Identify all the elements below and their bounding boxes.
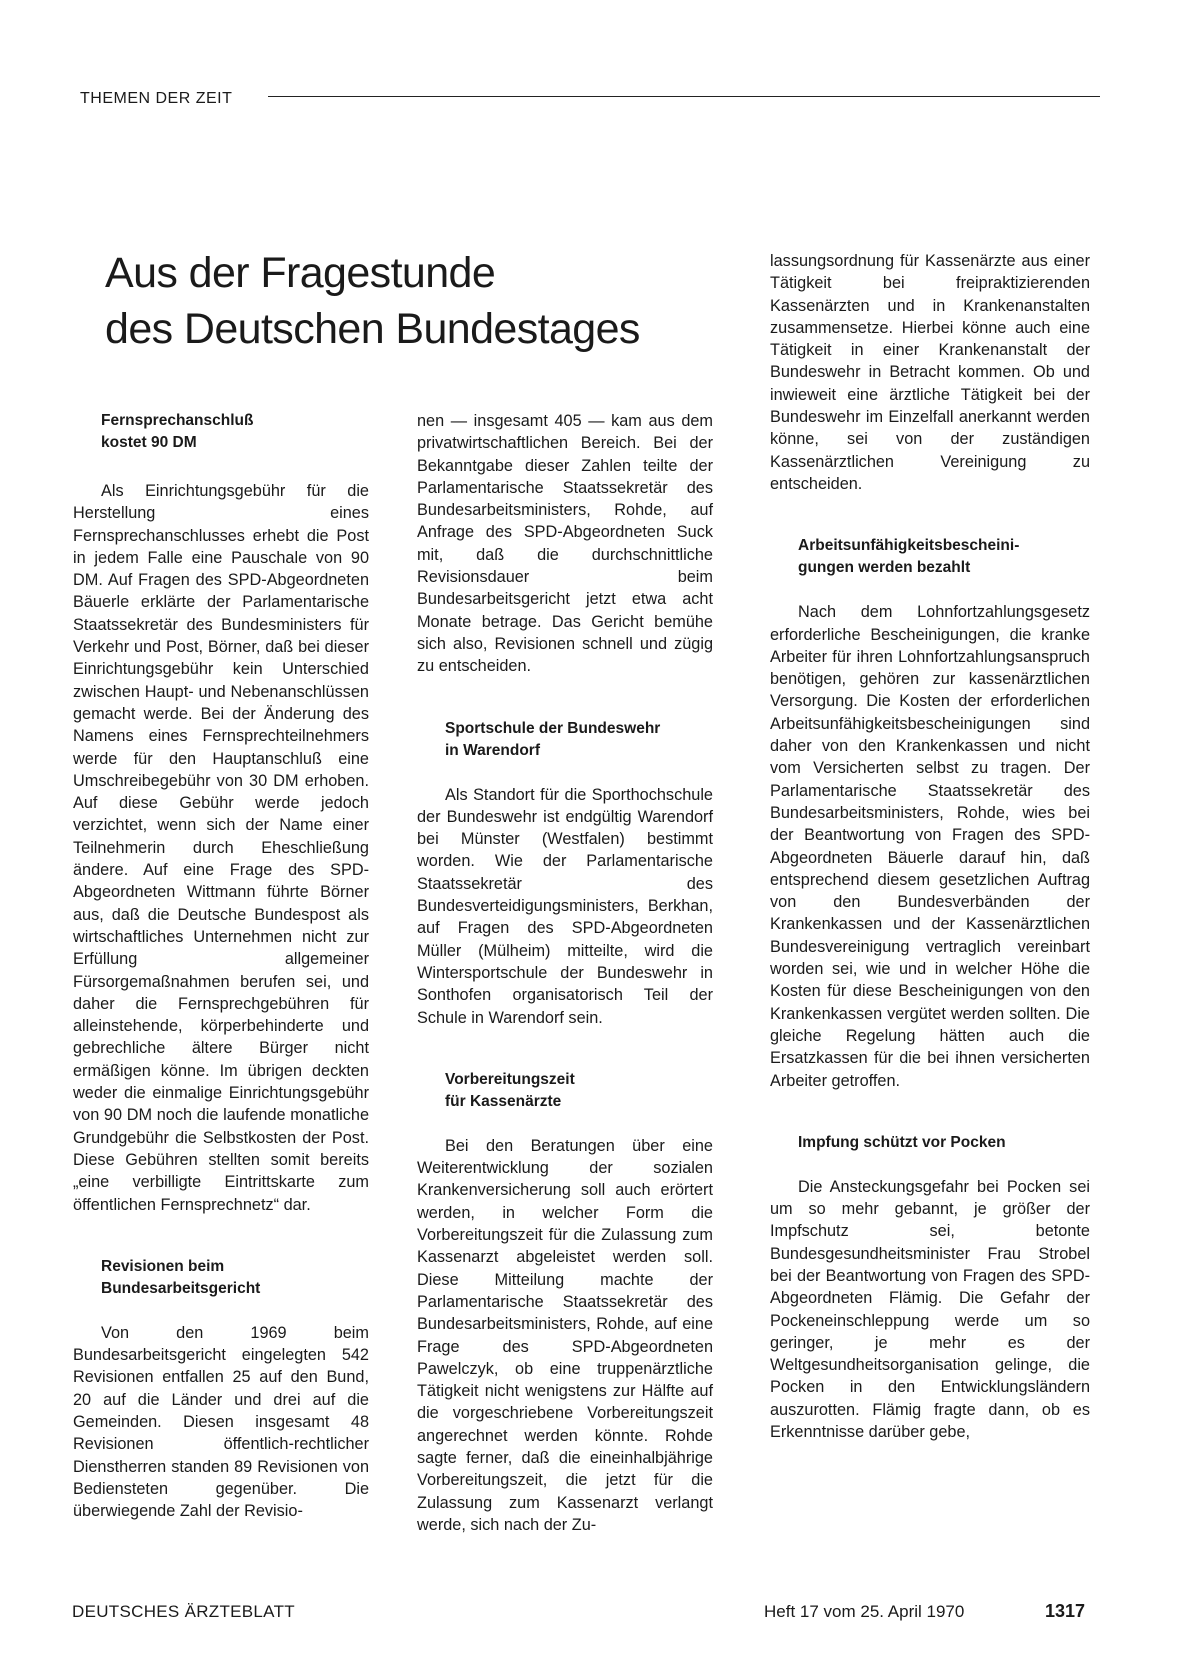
heading-line: Revisionen beim — [101, 1257, 225, 1275]
article-title — [105, 245, 640, 357]
column-2 — [417, 410, 713, 1536]
section-heading-fernsprech — [73, 410, 369, 454]
section-heading-arbeitsunfaehigkeit — [770, 535, 1090, 579]
page-number: 1317 — [1045, 1601, 1086, 1621]
heading-line: gungen werden bezahlt — [798, 559, 971, 577]
paragraph-vorbereitungszeit: Bei den Beratungen über eine Weiterentwicklung der sozialen Krankenversicherung soll auch erörtert werden, in welcher Form die Vorbereitungszeit für die Zulassung zum Kassenarzt abgeleistet werden soll. Diese Mitteilung machte der Parlamentarische Staatssekretär des Bundesarbeitsministers, Rohde, auf eine Frage des SPD-Abgeordneten Pawelczyk, ob eine truppenärztliche Tätigkeit nicht wenigstens zur Hälfte auf die vorgeschriebene Vorbereitungszeit angerechnet werden könnte. Rohde sagte ferner, daß die eineinhalbjährige Vorbereitungszeit, die jetzt für die Zulassung zum Kassenarzt verlangt werde, sich nach der Zu- — [417, 1136, 713, 1534]
section-heading-revisionen — [73, 1256, 369, 1300]
column-3 — [770, 250, 1090, 1443]
heading-line: in Warendorf — [445, 741, 541, 759]
section-heading-pocken: Impfung schützt vor Pocken — [798, 1133, 1006, 1151]
header-rule — [268, 96, 1100, 97]
paragraph-fernsprech: Als Einrichtungsgebühr für die Herstellung eines Fernsprechanschlusses erhebt die Post in jedem Falle eine Pauschale von 90 DM. Auf Fragen des SPD-Abgeordneten Bäuerle erklärte der Parlamentarische Staatssekretär des Bundesministers für Verkehr und Post, Börner, daß bei dieser Einrichtungsgebühr kein Unterschied zwischen Haupt- und Nebenanschlüssen gemacht werde. Bei der Änderung des Namens eines Fernsprechteilnehmers werde für den Hauptanschluß eine Umschreibegebühr von 30 DM erhoben. Auf diese Gebühr werde jedoch verzichtet, wenn sich der Name einer Teilnehmerin durch Eheschließung ändere. Auf eine Frage des SPD-Abgeordneten Wittmann führte Börner aus, daß die Deutsche Bundespost als wirtschaftliches Unternehmen nicht zur Erfüllung allgemeiner Fürsorgemaßnahmen berufen sei, und daher die Fernsprechgebühren für alleinstehende, körperbehinderte und gebrechliche ältere Bürger nicht ermäßigen könne. Im übrigen deckten weder die einmalige Einrichtungsgebühr von 90 DM noch die laufende monatliche Grundgebühr die Selbstkosten der Post. Diese Gebühren stellten somit bereits „eine verbilligte Eintrittskarte zum öffentlichen Fernsprechnetz“ dar. — [73, 482, 369, 1214]
heading-line: Vorbereitungszeit — [445, 1070, 575, 1088]
paragraph-arbeitsunfaehigkeit: Nach dem Lohnfortzahlungsgesetz erforderliche Bescheinigungen, die kranke Arbeiter für ihren Lohnfortzahlungsanspruch benötigen, gehören zur kassenärztlichen Versorgung. Die Kosten der erforderlichen Arbeitsunfähigkeitsbescheinigungen sind daher von den Krankenkassen und nicht vom Versicherten selbst zu tragen. Der Parlamentarische Staatssekretär des Bundesarbeitsministers, Rohde, wies bei der Beantwortung von Fragen des SPD-Abgeordneten Bäuerle darauf hin, daß entsprechend diesem gesetzlichen Auftrag von den Bundesverbänden der Krankenkassen und der Kassenärztlichen Bundesvereinigung vertraglich vereinbart worden sei, wie und in welcher Höhe die Kosten für diese Bescheinigungen von den Krankenkassen vergütet werden sollten. Die gleiche Regelung hätten auch die Ersatzkassen für die bei ihnen versicherten Arbeiter getroffen. — [770, 603, 1090, 1090]
heading-line: kostet 90 DM — [101, 434, 197, 451]
section-heading-vorbereitungszeit — [417, 1069, 713, 1113]
section-label: THEMEN DER ZEIT — [80, 90, 233, 107]
title-line-1: Aus der Fragestunde — [105, 249, 496, 297]
journal-name: DEUTSCHES ÄRZTEBLATT — [72, 1602, 295, 1621]
heading-line: für Kassenärzte — [445, 1092, 562, 1110]
title-line-2: des Deutschen Bundestages — [105, 305, 640, 353]
issue-date: Heft 17 vom 25. April 1970 — [764, 1602, 965, 1621]
heading-line: Fernsprechanschluß — [101, 412, 254, 429]
heading-line: Arbeitsunfähigkeitsbescheini- — [798, 537, 1020, 555]
paragraph-vorbereitungszeit-cont: lassungsordnung für Kassenärzte aus einer Tätigkeit bei freipraktizierenden Kassenärzten und in Krankenanstalten zusammensetze. Hierbei könne auch eine Tätigkeit in einer Krankenanstalt der Bundeswehr in Betracht kommen. Ob und inwieweit eine ärztliche Tätigkeit bei der Bundeswehr im Einzelfall anerkannt werden könne, sei von der zuständigen Kassenärztlichen Vereinigung zu entscheiden. — [770, 252, 1090, 493]
heading-line: Sportschule der Bundeswehr — [445, 719, 661, 737]
heading-line: Bundesarbeitsgericht — [101, 1279, 261, 1297]
section-heading-sportschule — [417, 718, 713, 762]
paragraph-revisionen: Von den 1969 beim Bundesarbeitsgericht eingelegten 542 Revisionen entfallen 25 auf den Bund, 20 auf die Länder und drei auf die Gemeinden. Diesen insgesamt 48 Revisionen öffentlich-rechtlicher Dienstherren standen 89 Revisionen von Bediensteten gegenüber. Die überwiegende Zahl der Revisio- — [73, 1323, 369, 1521]
paragraph-sportschule: Als Standort für die Sporthochschule der Bundeswehr ist endgültig Warendorf bei Münster (Westfalen) bestimmt worden. Wie der Parlamentarische Staatssekretär des Bundesverteidigungsministers, Berkhan, auf Fragen des SPD-Abgeordneten Müller (Mülheim) mitteilte, wird die Wintersportschule der Bundeswehr in Sonthofen organisatorisch Teil der Schule in Warendorf sein. — [417, 785, 713, 1027]
paragraph-revisionen-cont: nen — insgesamt 405 — kam aus dem privatwirtschaftlichen Bereich. Bei der Bekanntgabe dieser Zahlen teilte der Parlamentarische Staatssekretär des Bundesarbeitsministers, Rohde, auf Anfrage des SPD-Abgeordneten Suck mit, daß die durchschnittliche Revisionsdauer beim Bundesarbeitsgericht jetzt etwa acht Monate betrage. Das Gericht bemühe sich also, Revisionen schnell und zügig zu entscheiden. — [417, 412, 713, 676]
paragraph-pocken: Die Ansteckungsgefahr bei Pocken sei um so mehr gebannt, je größer der Impfschutz sei, betonte Bundesgesundheitsminister Frau Strobel bei der Beantwortung von Fragen des SPD-Abgeordneten Flämig. Die Gefahr der Pockeneinschleppung werde um so geringer, je mehr es der Weltgesundheitsorganisation gelinge, die Pocken in den Entwicklungsländern auszurotten. Flämig fragte dann, ob es Erkenntnisse darüber gebe, — [770, 1177, 1090, 1442]
column-1 — [73, 410, 369, 1522]
